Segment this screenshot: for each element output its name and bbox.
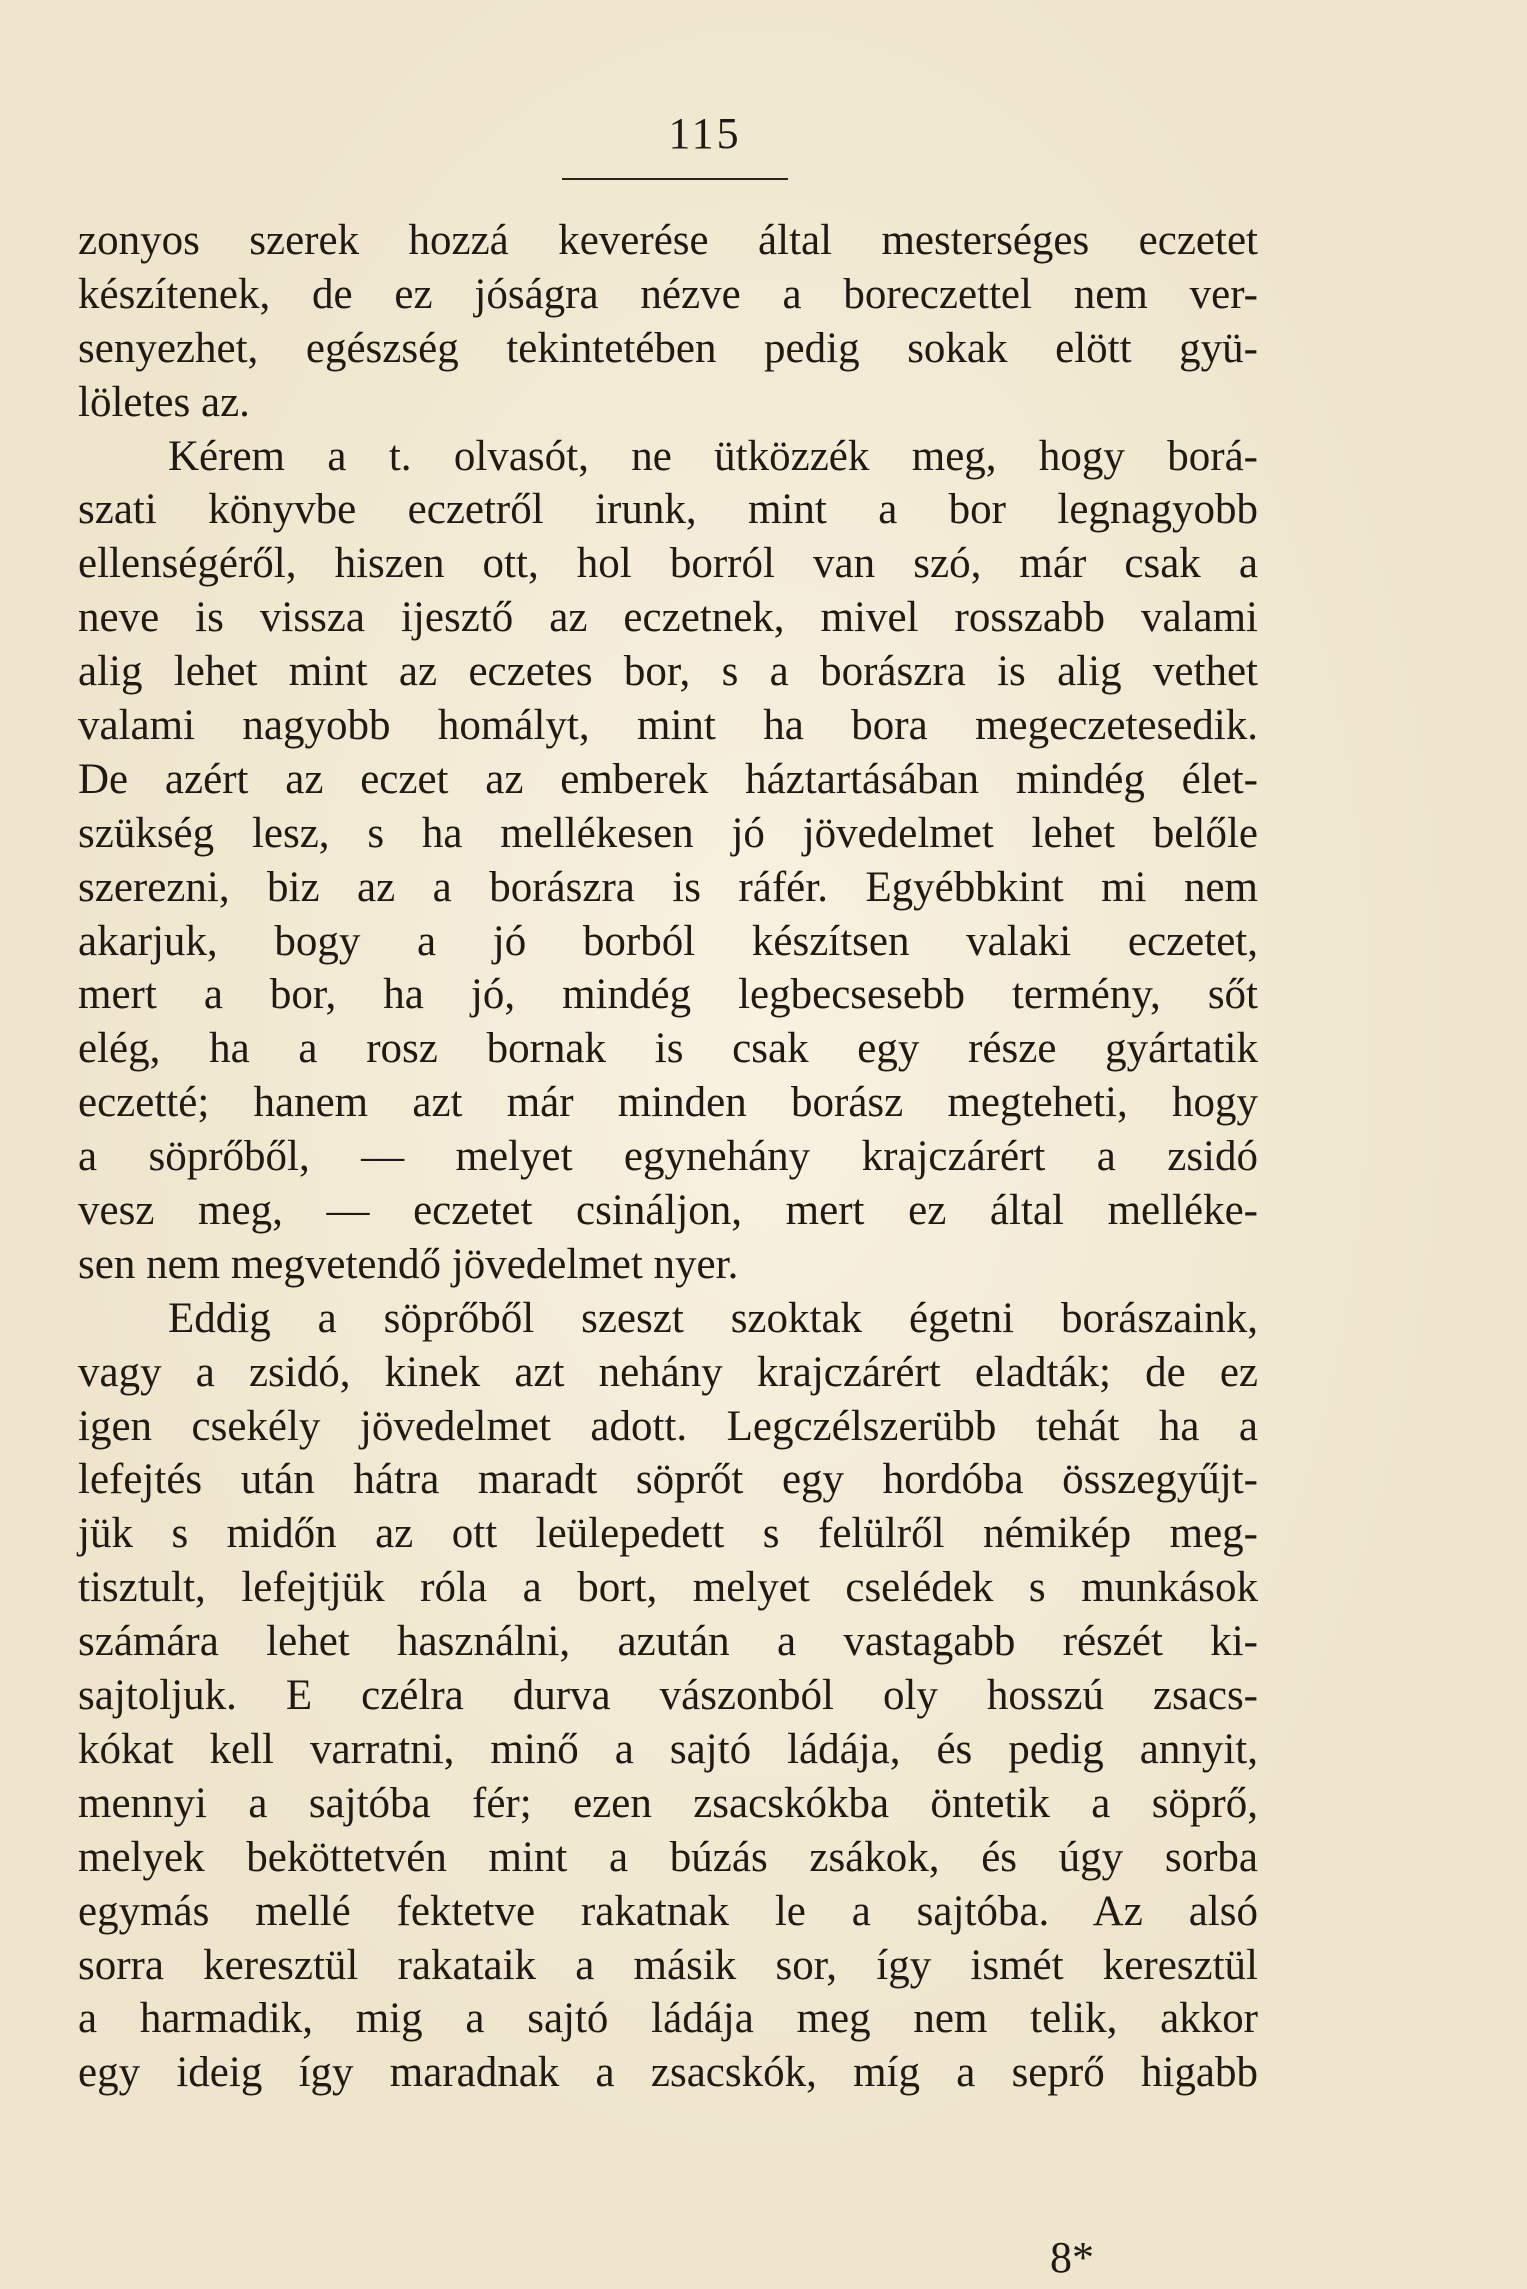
text-line: egy ideig így maradnak a zsacskók, míg a seprő higabb (78, 2049, 1258, 2097)
text-line: neve is vissza ijesztő az eczetnek, mivel rosszabb valami (78, 594, 1258, 642)
text-line: Kérem a t. olvasót, ne ütközzék meg, hogy borá- (168, 432, 1258, 480)
text-line: szerezni, biz az a borászra is ráfér. Egyébbkint mi nem (78, 863, 1258, 911)
text-line: szati könyvbe eczetről irunk, mint a bor legnagyobb (78, 486, 1258, 534)
text-line: zonyos szerek hozzá keverése által mesterséges eczetet (78, 217, 1258, 264)
text-line: a harmadik, mig a sajtó ládája meg nem telik, akkor (78, 1995, 1258, 2043)
text-line: De azért az eczet az emberek háztartásában mindég élet- (78, 755, 1258, 803)
text-line: szükség lesz, s ha mellékesen jó jövedelmet lehet belőle (78, 809, 1258, 857)
text-line: egymás mellé fektetve rakatnak le a sajtóba. Az alsó (78, 1887, 1258, 1935)
text-line: ellenségéről, hiszen ott, hol borról van szó, már csak a (78, 540, 1258, 588)
text-line: készítenek, de ez jóságra nézve a boreczettel nem ver- (78, 270, 1258, 318)
signature-mark: 8* (1050, 2233, 1094, 2282)
text-line: löletes az. (78, 378, 250, 426)
text-line: mennyi a sajtóba fér; ezen zsacskókba öntetik a söprő, (78, 1779, 1258, 1827)
text-line: kókat kell varratni, minő a sajtó ládája, és pedig annyit, (78, 1725, 1258, 1773)
text-line: sen nem megvetendő jövedelmet nyer. (78, 1240, 739, 1288)
text-line: vesz meg, — eczetet csináljon, mert ez által melléke- (78, 1187, 1258, 1235)
text-line: igen csekély jövedelmet adott. Legczélszerübb tehát ha a (78, 1402, 1258, 1450)
text-line: elég, ha a rosz bornak is csak egy része gyártatik (78, 1025, 1258, 1073)
text-line: akarjuk, bogy a jó borból készítsen valaki eczetet, (78, 917, 1258, 965)
page-number: 115 (668, 109, 742, 158)
text-line: eczetté; hanem azt már minden borász megteheti, hogy (78, 1079, 1258, 1127)
text-line: Eddig a söprőből szeszt szoktak égetni borászaink, (168, 1294, 1258, 1342)
text-line: lefejtés után hátra maradt söprőt egy hordóba összegyűjt- (78, 1456, 1258, 1504)
body-text (78, 214, 1258, 2100)
text-line: a söprőből, — melyet egynehány krajczárért a zsidó (78, 1133, 1258, 1181)
text-line: sajtoljuk. E czélra durva vászonból oly hosszú zsacs- (78, 1672, 1258, 1720)
text-line: valami nagyobb homályt, mint ha bora megeczetesedik. (78, 702, 1258, 750)
text-line: sorra keresztül rakataik a másik sor, így ismét keresztül (78, 1941, 1258, 1989)
text-line: vagy a zsidó, kinek azt nehány krajczárért eladták; de ez (78, 1348, 1258, 1396)
text-line: mert a bor, ha jó, mindég legbecsesebb termény, sőt (78, 971, 1258, 1019)
text-line: melyek beköttetvén mint a búzás zsákok, és úgy sorba (78, 1833, 1258, 1881)
text-line: tisztult, lefejtjük róla a bort, melyet cselédek s munkások (78, 1564, 1258, 1612)
text-line: alig lehet mint az eczetes bor, s a borászra is alig vethet (78, 648, 1258, 696)
text-line: jük s midőn az ott leülepedett s felülről némikép meg- (78, 1510, 1258, 1558)
text-line: számára lehet használni, azután a vastagabb részét ki- (78, 1618, 1258, 1666)
text-line: senyezhet, egészség tekintetében pedig sokak elött gyü- (78, 324, 1258, 372)
header-rule (562, 178, 788, 180)
